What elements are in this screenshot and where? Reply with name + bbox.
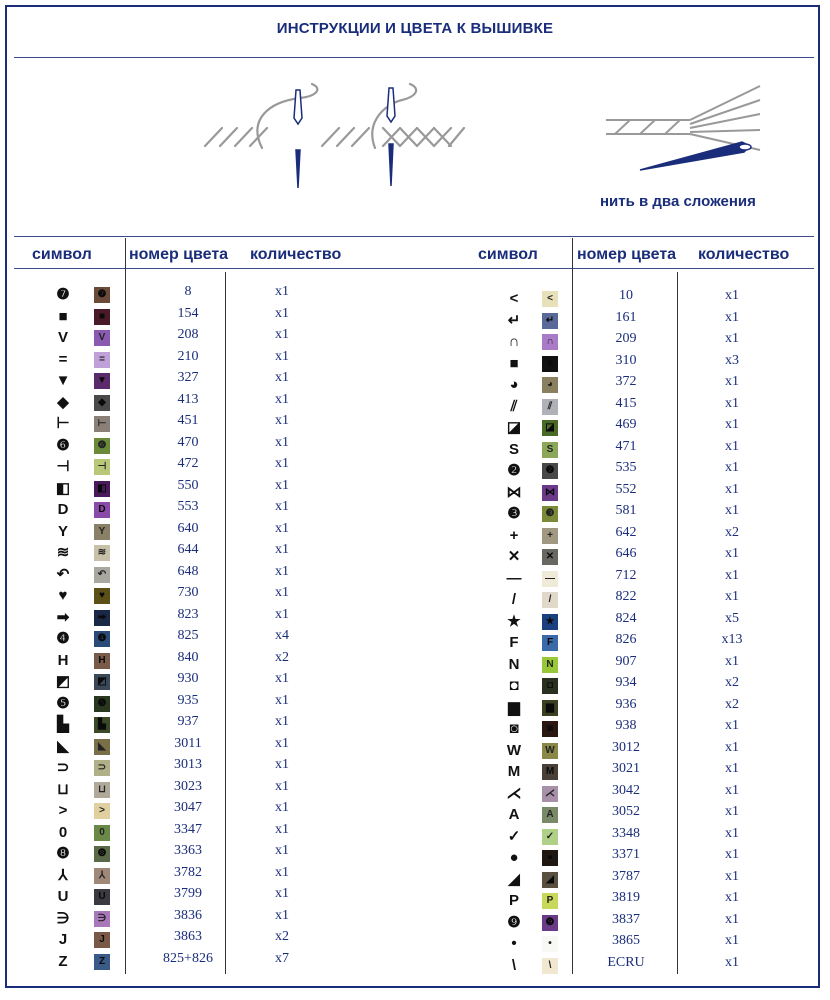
color-number: 642: [615, 524, 637, 540]
color-number: 934: [615, 675, 637, 690]
quantity-value: x1: [275, 671, 289, 686]
color-number: 640: [177, 520, 199, 536]
quantity-value: x1: [275, 714, 289, 729]
quantity-value: x1: [275, 348, 289, 364]
symbol-glyph: ⊢: [56, 415, 70, 432]
color-swatch: ❽: [94, 846, 110, 862]
quantity-value: x1: [725, 782, 739, 798]
color-swatch: N: [542, 657, 558, 673]
quantity-value: x1: [275, 778, 289, 794]
quantity-value: x1: [725, 868, 739, 884]
color-swatch: ◢: [542, 872, 558, 888]
color-swatch: ⅄: [94, 868, 110, 884]
color-swatch: ❼: [94, 287, 110, 303]
quantity-value: x1: [725, 503, 739, 518]
quantity-value: x1: [275, 800, 289, 815]
symbol-glyph: ❾: [507, 913, 521, 931]
quantity-value: x1: [725, 804, 739, 819]
quantity-value: x1: [725, 546, 739, 561]
color-swatch: ♥: [94, 588, 110, 604]
symbol-glyph: H: [57, 651, 69, 669]
color-swatch: A: [542, 807, 558, 823]
quantity-value: x1: [725, 718, 739, 733]
quantity-value: x1: [275, 477, 289, 493]
symbol-glyph: ●: [509, 849, 519, 866]
quantity-value: x1: [725, 933, 739, 948]
color-swatch: M: [542, 764, 558, 780]
color-number: 161: [615, 309, 637, 325]
color-number: 581: [615, 503, 637, 518]
color-swatch: W: [542, 743, 558, 759]
quantity-value: x1: [275, 907, 289, 923]
symbol-glyph: ■: [509, 354, 519, 372]
symbol-glyph: —: [506, 569, 522, 587]
color-swatch: —: [542, 571, 558, 587]
color-number: 553: [177, 499, 199, 514]
symbol-glyph: ◘: [509, 677, 519, 694]
symbol-glyph: ★: [507, 612, 521, 630]
color-swatch: V: [94, 330, 110, 346]
quantity-value: x3: [725, 352, 739, 368]
header-bottom-divider: [14, 268, 814, 269]
symbol-glyph: ◧: [55, 479, 71, 497]
color-swatch: /: [542, 592, 558, 608]
color-number: 3047: [174, 800, 202, 815]
separator-right-2: [677, 272, 678, 974]
color-swatch: 0: [94, 825, 110, 841]
color-number: 210: [177, 348, 199, 364]
header-color-number-right: номер цвета: [577, 246, 677, 263]
color-number: 3363: [174, 843, 202, 858]
symbol-glyph: ⊃: [56, 759, 70, 776]
symbol-glyph: 0: [58, 823, 68, 841]
quantity-value: x13: [721, 632, 743, 647]
quantity-value: x1: [275, 391, 289, 407]
color-swatch: ❺: [94, 696, 110, 712]
color-swatch: ❻: [94, 438, 110, 454]
color-swatch: ⊃: [94, 760, 110, 776]
color-swatch: ⊢: [94, 416, 110, 432]
symbol-glyph: ∩: [508, 333, 520, 350]
color-number: 3782: [174, 864, 202, 880]
symbol-glyph: ◆: [57, 393, 69, 411]
color-swatch: ∋: [94, 911, 110, 927]
quantity-value: x2: [725, 696, 739, 712]
quantity-value: x1: [725, 417, 739, 432]
quantity-value: x5: [725, 610, 739, 626]
color-number: 415: [615, 395, 637, 411]
symbol-glyph: M: [507, 763, 521, 780]
symbol-glyph: ◪: [506, 419, 522, 436]
symbol-glyph: W: [506, 741, 522, 759]
separator-right-1: [572, 238, 573, 974]
symbol-glyph: ♥: [58, 587, 68, 604]
symbol-glyph: ❻: [56, 436, 70, 454]
symbol-glyph: ⫽: [510, 397, 518, 415]
symbol-glyph: ❸: [507, 505, 521, 522]
quantity-value: x1: [275, 520, 289, 536]
color-number: 3348: [612, 825, 640, 841]
color-number: 648: [177, 563, 199, 579]
quantity-value: x1: [725, 954, 739, 970]
color-swatch: ↵: [542, 313, 558, 329]
color-swatch: U: [94, 889, 110, 905]
color-swatch: ◕: [542, 377, 558, 393]
color-swatch: H: [94, 653, 110, 669]
color-swatch: ❾: [542, 915, 558, 931]
quantity-value: x1: [725, 374, 739, 389]
color-swatch: ■: [542, 356, 558, 372]
quantity-value: x1: [275, 370, 289, 385]
quantity-value: x1: [275, 563, 289, 579]
color-swatch: ❹: [94, 631, 110, 647]
title-divider: [14, 57, 814, 58]
color-number: 3837: [612, 911, 640, 927]
quantity-value: x2: [275, 649, 289, 665]
symbol-glyph: ◕: [509, 376, 519, 393]
symbol-glyph: Y: [57, 522, 68, 540]
symbol-glyph: ❼: [56, 286, 70, 303]
quantity-value: x7: [275, 950, 289, 966]
color-swatch: ⊣: [94, 459, 110, 475]
color-swatch: ●: [542, 850, 558, 866]
symbol-glyph: <: [509, 290, 519, 307]
quantity-value: x1: [275, 542, 289, 557]
color-number: 3371: [612, 847, 640, 862]
quantity-value: x1: [275, 585, 289, 600]
color-number: 936: [615, 696, 637, 712]
color-swatch: ◧: [94, 481, 110, 497]
symbol-glyph: ❷: [507, 462, 521, 479]
color-swatch: J: [94, 932, 110, 948]
color-number: 938: [615, 718, 637, 733]
color-swatch: F: [542, 635, 558, 651]
header-symbol-left: символ: [32, 246, 92, 263]
color-number: 3347: [174, 821, 202, 837]
color-number: 3013: [174, 757, 202, 772]
symbol-glyph: P: [508, 892, 519, 909]
color-number: 3787: [612, 868, 640, 884]
symbol-glyph: Z: [58, 952, 68, 970]
color-number: 550: [177, 477, 199, 493]
color-swatch: ⫽: [542, 399, 558, 415]
color-number: 3052: [612, 804, 640, 819]
quantity-value: x1: [725, 331, 739, 346]
symbol-glyph: /: [511, 591, 517, 608]
color-number: 3863: [174, 929, 202, 944]
color-number: 469: [615, 417, 637, 432]
symbol-glyph: ➡: [56, 608, 70, 626]
symbol-glyph: ▙: [57, 716, 69, 733]
color-number: 413: [177, 391, 199, 407]
color-number: 644: [177, 542, 199, 557]
color-number: 470: [177, 434, 199, 450]
symbol-glyph: ❺: [56, 694, 70, 712]
quantity-value: x1: [725, 739, 739, 755]
quantity-value: x1: [725, 890, 739, 905]
symbol-glyph: S: [508, 440, 519, 458]
quantity-value: x2: [725, 675, 739, 690]
quantity-value: x1: [275, 413, 289, 428]
symbol-glyph: ⋈: [506, 483, 522, 501]
symbol-glyph: ◢: [508, 870, 520, 888]
header-symbol-right: символ: [478, 246, 538, 263]
quantity-value: x1: [275, 886, 289, 901]
symbol-glyph: ■: [58, 307, 68, 325]
color-swatch: +: [542, 528, 558, 544]
symbol-glyph: ↵: [507, 311, 521, 329]
symbol-glyph: ✕: [507, 548, 521, 565]
symbol-glyph: ◩: [55, 673, 71, 690]
color-swatch: Z: [94, 954, 110, 970]
header-color-number-left: номер цвета: [129, 246, 229, 263]
color-number: 937: [177, 714, 199, 729]
symbol-glyph: \: [511, 956, 517, 974]
color-swatch: \: [542, 958, 558, 974]
thread-caption: нить в два сложения: [600, 193, 756, 210]
quantity-value: x2: [275, 929, 289, 944]
symbol-glyph: ▼: [55, 372, 71, 389]
color-number: 826: [615, 632, 637, 647]
page-title: ИНСТРУКЦИИ И ЦВЕТА К ВЫШИВКЕ: [276, 20, 554, 37]
quantity-value: x1: [275, 327, 289, 342]
color-swatch: ■: [94, 309, 110, 325]
color-swatch: ◩: [94, 674, 110, 690]
header-quantity-right: количество: [698, 246, 790, 263]
symbol-glyph: ❽: [56, 845, 70, 862]
quantity-value: x1: [725, 589, 739, 604]
quantity-value: x1: [275, 692, 289, 708]
color-number: 825: [177, 628, 199, 643]
symbol-glyph: ◙: [509, 720, 519, 737]
color-swatch: ◣: [94, 739, 110, 755]
quantity-value: x1: [725, 911, 739, 927]
symbol-glyph: ❹: [56, 630, 70, 647]
color-number: 3011: [174, 735, 202, 751]
color-swatch: ◪: [542, 420, 558, 436]
color-number: 552: [615, 481, 637, 497]
color-number: 472: [177, 456, 199, 471]
quantity-value: x1: [275, 456, 289, 471]
symbol-glyph: ⋌: [506, 784, 522, 802]
color-swatch: ≋: [94, 545, 110, 561]
color-swatch: ❸: [542, 506, 558, 522]
quantity-value: x2: [725, 524, 739, 540]
color-number: 3819: [612, 890, 640, 905]
color-swatch: ⋌: [542, 786, 558, 802]
symbol-glyph: J: [58, 931, 68, 948]
color-swatch: ✕: [542, 549, 558, 565]
color-swatch: ★: [542, 614, 558, 630]
color-number: 840: [177, 649, 199, 665]
color-number: 327: [177, 370, 199, 385]
color-number: 8: [184, 284, 192, 299]
color-number: 372: [615, 374, 637, 389]
quantity-value: x1: [725, 847, 739, 862]
color-swatch: ⊔: [94, 782, 110, 798]
color-swatch: ➡: [94, 610, 110, 626]
color-swatch: S: [542, 442, 558, 458]
quantity-value: x1: [275, 434, 289, 450]
symbol-glyph: ◣: [57, 737, 69, 755]
symbol-glyph: ⊔: [57, 780, 69, 798]
quantity-value: x1: [725, 653, 739, 669]
header-quantity-left: количество: [250, 246, 342, 263]
quantity-value: x1: [275, 499, 289, 514]
quantity-value: x1: [275, 843, 289, 858]
color-number: 535: [615, 460, 637, 475]
color-number: 824: [615, 610, 637, 626]
color-number: 646: [615, 546, 637, 561]
color-swatch: <: [542, 291, 558, 307]
symbol-glyph: ⊣: [56, 458, 70, 475]
quantity-value: x1: [275, 735, 289, 751]
color-swatch: ◙: [542, 721, 558, 737]
color-swatch: >: [94, 803, 110, 819]
color-number: 471: [615, 438, 637, 454]
color-number: 825+826: [163, 950, 213, 966]
color-swatch: =: [94, 352, 110, 368]
color-swatch: ▆: [542, 700, 558, 716]
color-number: 209: [615, 331, 637, 346]
symbol-glyph: ✓: [507, 827, 521, 845]
symbol-glyph: •: [511, 935, 517, 952]
color-number: ECRU: [607, 954, 645, 970]
quantity-value: x1: [275, 821, 289, 837]
symbol-glyph: D: [57, 501, 69, 518]
quantity-value: x1: [275, 284, 289, 299]
symbol-glyph: =: [58, 350, 68, 368]
quantity-value: x1: [725, 460, 739, 475]
symbol-glyph: F: [509, 634, 519, 651]
quantity-value: x1: [725, 825, 739, 841]
color-number: 935: [177, 692, 199, 708]
quantity-value: x1: [725, 309, 739, 325]
quantity-value: x1: [725, 395, 739, 411]
symbol-glyph: ↶: [56, 565, 70, 583]
color-swatch: ◘: [542, 678, 558, 694]
quantity-value: x1: [275, 606, 289, 622]
color-number: 823: [177, 606, 199, 622]
symbol-glyph: ⅄: [58, 866, 68, 884]
color-number: 3042: [612, 782, 640, 798]
color-number: 3023: [174, 778, 202, 794]
color-number: 3799: [174, 886, 202, 901]
quantity-value: x1: [275, 757, 289, 772]
color-swatch: ▙: [94, 717, 110, 733]
symbol-glyph: ▆: [508, 698, 520, 716]
quantity-value: x1: [725, 288, 739, 303]
quantity-value: x1: [275, 305, 289, 321]
color-number: 3865: [612, 933, 640, 948]
color-swatch: D: [94, 502, 110, 518]
color-number: 907: [615, 653, 637, 669]
quantity-value: x1: [725, 438, 739, 454]
color-swatch: ▼: [94, 373, 110, 389]
color-swatch: ✓: [542, 829, 558, 845]
color-number: 10: [619, 288, 633, 303]
quantity-value: x1: [725, 761, 739, 776]
symbol-glyph: ∋: [56, 909, 70, 927]
color-swatch: ∩: [542, 334, 558, 350]
color-swatch: ◆: [94, 395, 110, 411]
color-number: 451: [177, 413, 199, 428]
color-number: 3021: [612, 761, 640, 776]
quantity-value: x1: [275, 864, 289, 880]
symbol-glyph: V: [57, 329, 68, 346]
header-top-divider: [14, 236, 814, 237]
color-swatch: ↶: [94, 567, 110, 583]
quantity-value: x1: [725, 481, 739, 497]
color-number: 3012: [612, 739, 640, 755]
color-number: 822: [615, 589, 637, 604]
color-number: 208: [177, 327, 199, 342]
quantity-value: x4: [275, 628, 289, 643]
color-swatch: ❷: [542, 463, 558, 479]
symbol-glyph: U: [57, 888, 69, 905]
color-swatch: P: [542, 893, 558, 909]
color-number: 930: [177, 671, 199, 686]
symbol-glyph: A: [508, 806, 520, 823]
color-number: 154: [177, 305, 199, 321]
symbol-glyph: ≋: [56, 544, 70, 561]
symbol-glyph: +: [509, 526, 519, 544]
color-swatch: •: [542, 936, 558, 952]
symbol-glyph: N: [508, 655, 520, 673]
color-number: 712: [615, 567, 637, 583]
quantity-value: x1: [725, 567, 739, 583]
color-number: 730: [177, 585, 199, 600]
color-swatch: Y: [94, 524, 110, 540]
color-number: 310: [615, 352, 637, 368]
color-swatch: ⋈: [542, 485, 558, 501]
separator-left-1: [125, 238, 126, 974]
color-number: 3836: [174, 907, 202, 923]
symbol-glyph: >: [58, 802, 68, 819]
